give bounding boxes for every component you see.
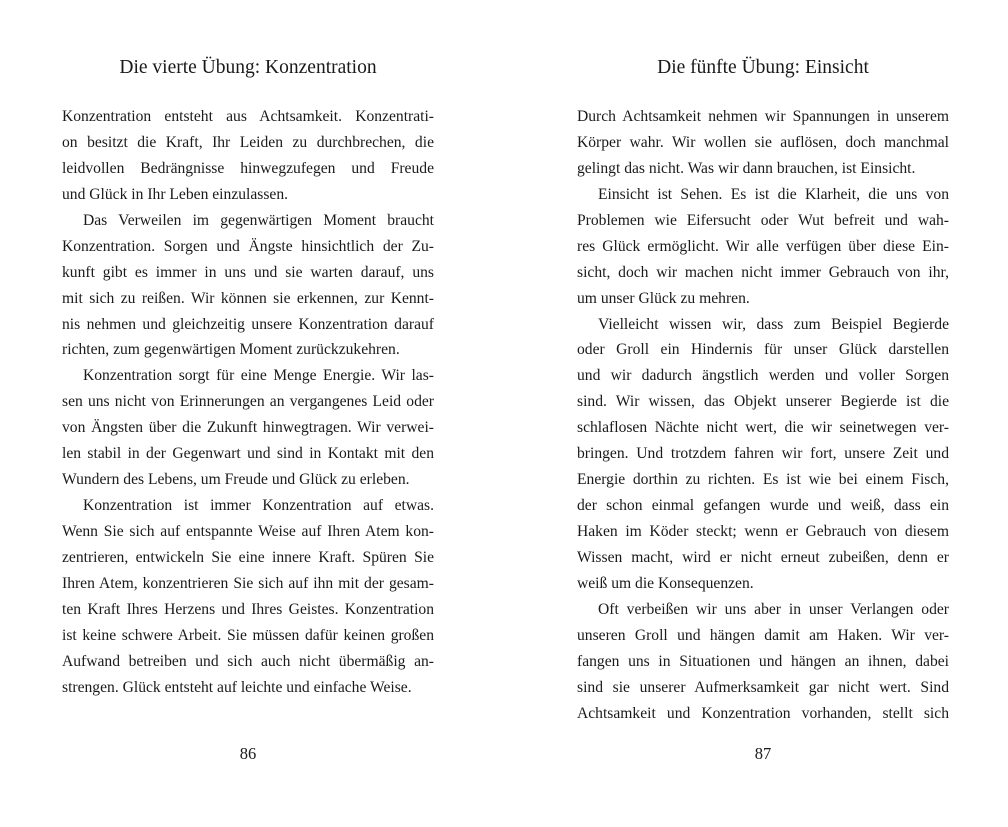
text-line: bringen. Und trotzdem fahren wir fort, unsere Zeit und: [577, 445, 949, 463]
text-line: Wenn Sie sich auf entspannte Weise auf Ihren Atem kon-: [62, 523, 434, 540]
text-line: Konzentration entsteht aus Achtsamkeit. Konzentrati-: [62, 108, 434, 125]
text-line: on besitzt die Kraft, Ihr Leiden zu durchbrechen, die: [62, 133, 434, 151]
text-line: weiß um die Konsequenzen.: [577, 574, 754, 592]
text-line: res Glück ermöglicht. Wir alle verfügen über diese Ein-: [577, 237, 949, 255]
text-line: Problemen wie Eifersucht oder Wut befreit und wah-: [577, 211, 949, 229]
text-line: Ihren Atem, konzentrieren Sie sich auf ihn mit der gesam-: [62, 574, 434, 592]
page-number: 87: [754, 744, 772, 763]
text-line: Wundern des Lebens, um Freude und Glück zu erleben.: [62, 471, 410, 489]
left-page: [62, 0, 434, 827]
chapter-heading: Die fünfte Übung: Einsicht: [657, 57, 869, 78]
text-line: unseren Groll und hängen damit am Haken. Wir ver-: [577, 626, 949, 644]
text-line: Energie dorthin zu richten. Es ist wie bei einem Fisch,: [577, 471, 949, 489]
page-number: 86: [239, 744, 257, 763]
text-line: sicht, doch wir machen nicht immer Gebrauch von ihr,: [577, 263, 949, 281]
chapter-heading: Die vierte Übung: Konzentration: [119, 57, 377, 78]
text-line: ist keine schwere Arbeit. Sie müssen dafür keinen großen: [62, 626, 434, 644]
text-line: kunft gibt es immer in uns und sie warten darauf, uns: [62, 263, 434, 281]
text-line: und Glück in Ihr Leben einzulassen.: [62, 185, 289, 203]
text-line: ten Kraft Ihres Herzens und Ihres Geistes. Konzentration: [62, 600, 434, 618]
text-line: Haken im Köder steckt; wenn er Gebrauch von diesem: [577, 523, 949, 540]
text-line: Konzentration ist immer Konzentration auf etwas.: [83, 497, 434, 515]
text-line: Oft verbeißen wir uns aber in unser Verlangen oder: [598, 600, 949, 618]
body-text: [577, 104, 949, 727]
text-line: Wissen macht, wird er nicht erneut zubeißen, denn er: [577, 548, 949, 566]
body-text: [62, 104, 434, 701]
text-line: gelingt das nicht. Was wir dann brauchen, ist Einsicht.: [577, 159, 916, 177]
right-page: [577, 0, 949, 827]
text-line: Vielleicht wissen wir, dass zum Beispiel Begierde: [598, 315, 949, 333]
text-line: um unser Glück zu mehren.: [577, 289, 750, 307]
text-line: Körper wahr. Wir wollen sie auflösen, doch manchmal: [577, 133, 949, 151]
text-line: Durch Achtsamkeit nehmen wir Spannungen in unserem: [577, 108, 949, 125]
text-line: von Ängsten über die Zukunft hinwegtragen. Wir verwei-: [62, 419, 434, 437]
text-line: sind sie unserer Aufmerksamkeit gar nicht wert. Sind: [577, 678, 949, 696]
text-line: schlaflosen Nächte nicht wert, die wir seinetwegen ver-: [577, 419, 949, 437]
text-line: und wir dadurch ängstlich werden und voller Sorgen: [577, 367, 949, 385]
text-line: zentrieren, entwickeln Sie eine innere Kraft. Spüren Sie: [62, 548, 434, 566]
text-line: mit sich zu reißen. Wir können sie erkennen, zur Kennt-: [62, 289, 434, 307]
text-line: Konzentration. Sorgen und Ängste hinsichtlich der Zu-: [62, 237, 434, 255]
text-line: Einsicht ist Sehen. Es ist die Klarheit, die uns von: [598, 185, 949, 203]
text-line: sind. Wir wissen, das Objekt unserer Begierde ist die: [577, 393, 949, 411]
text-line: strengen. Glück entsteht auf leichte und einfache Weise.: [62, 678, 412, 696]
text-line: Das Verweilen im gegenwärtigen Moment braucht: [83, 211, 434, 229]
text-line: Aufwand betreiben und sich auch nicht übermäßig an-: [62, 652, 434, 670]
text-line: Achtsamkeit und Konzentration vorhanden, stellt sich: [577, 704, 949, 722]
text-line: len stabil in der Gegenwart und sind in Kontakt mit den: [62, 445, 434, 463]
text-line: leidvollen Bedrängnisse hinwegzufegen und Freude: [62, 159, 434, 177]
text-line: der schon einmal gefangen wurde und weiß, dass ein: [577, 497, 949, 515]
text-line: fangen uns in Situationen und hängen an ihnen, dabei: [577, 652, 949, 670]
text-line: sen uns nicht von Erinnerungen an vergangenes Leid oder: [62, 393, 434, 411]
text-line: oder Groll ein Hindernis für unser Glück darstellen: [577, 341, 949, 359]
text-line: Konzentration sorgt für eine Menge Energie. Wir las-: [83, 367, 434, 385]
text-line: richten, zum gegenwärtigen Moment zurückzukehren.: [62, 341, 400, 359]
text-line: nis nehmen und gleichzeitig unsere Konzentration darauf: [62, 315, 434, 333]
